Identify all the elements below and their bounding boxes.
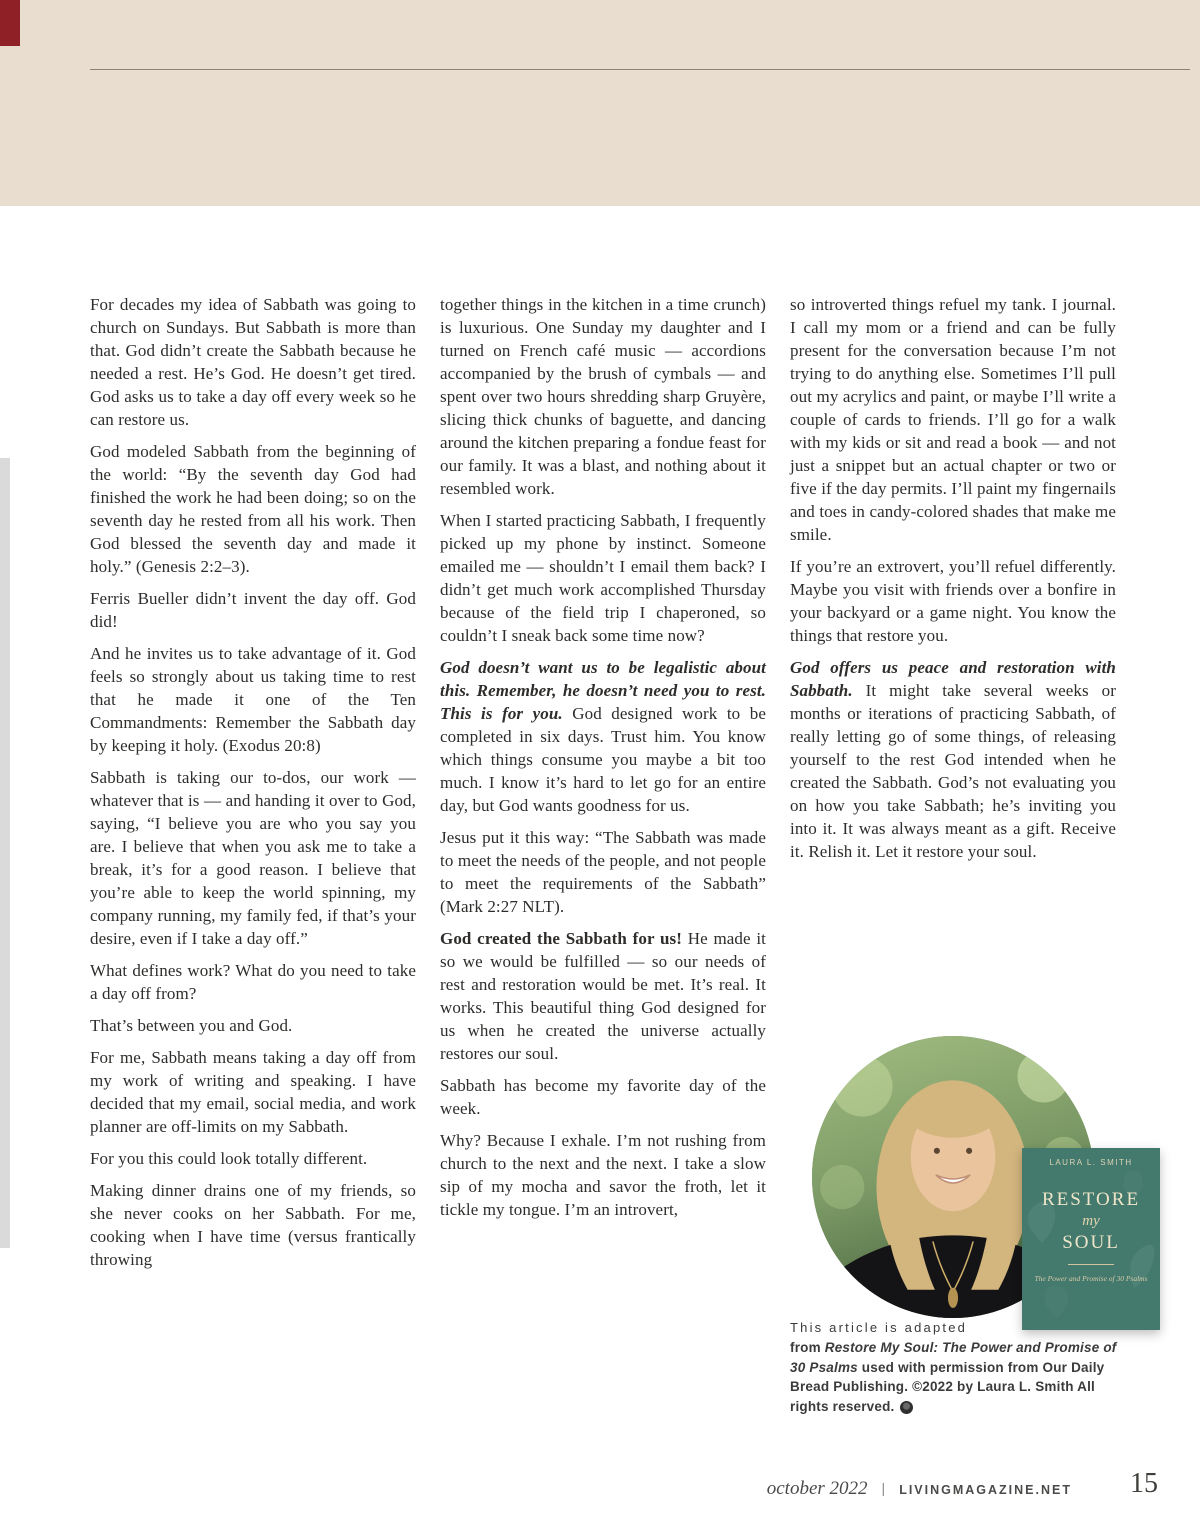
paragraph-lead-emphasis: God offers us peace and restoration with Sabbath.	[790, 658, 1116, 700]
paragraph	[440, 656, 766, 817]
paragraph: If you’re an extrovert, you’ll refuel differently. Maybe you visit with friends over a bonfire in your backyard or a game night. You know the things that restore you.	[790, 557, 1116, 645]
book-cover	[1022, 1148, 1160, 1330]
paragraph: And he invites us to take advantage of it. God feels so strongly about us taking time to rest that he made it one of the Ten Commandments: Remember the Sabbath day by keeping it holy. (Exodus 20:8)	[90, 644, 416, 755]
paragraph: For you this could look totally different.	[90, 1149, 368, 1168]
paragraph: For me, Sabbath means taking a day off from my work of writing and speaking. I have decided that my email, social media, and work planner are off-limits on my Sabbath.	[90, 1048, 416, 1136]
book-author: LAURA L. SMITH	[1049, 1158, 1133, 1167]
paragraph-lead-bold: God created the Sabbath for us!	[440, 929, 683, 948]
book-subtitle: The Power and Promise of 30 Psalms	[1034, 1274, 1148, 1283]
header-rule	[90, 69, 1190, 70]
paragraph: God modeled Sabbath from the beginning of the world: “By the seventh day God had finished the work he had been doing; so on the seventh day he rested from all his work. Then God blessed the seventh day and made it holy.” (Genesis 2:2–3).	[90, 442, 416, 576]
caption-book-title: Restore My Soul: The Power and Promise of 30 Psalms	[790, 1340, 1117, 1375]
paragraph	[790, 656, 1116, 863]
paragraph: For decades my idea of Sabbath was going to church on Sundays. But Sabbath is more than that. God didn’t create the Sabbath because he needed a rest. He’s God. He doesn’t get tired. God asks us to take a day off every week so he can restore us.	[90, 295, 416, 429]
paragraph: Sabbath has become my favorite day of the week.	[440, 1076, 766, 1118]
page-footer	[767, 1478, 1072, 1500]
paragraph: What defines work? What do you need to take a day off from?	[90, 961, 416, 1003]
article-column-2	[440, 293, 766, 1230]
page-number: 15	[1130, 1468, 1158, 1499]
caption-post: used with permission from Our Daily Bread Publishing. ©2022 by Laura L. Smith All rights reserved.	[790, 1359, 1105, 1414]
book-cover-text	[1022, 1148, 1160, 1284]
photo-caption	[790, 1320, 1132, 1416]
paragraph-text: It might take several weeks or months or iterations of practicing Sabbath, of really letting go of some things, of releasing yourself to the rest God intended when he created the Sabbath. God’s not evaluating you on how you take Sabbath; he’s inviting you into it. It was always meant as a gift. Receive it. Relish it. Let it restore your soul.	[790, 681, 1116, 861]
paragraph-text: God designed work to be completed in six days. Trust him. You know which things consume you maybe a bit too much. I know it’s hard to let go for an entire day, but God wants goodness for us.	[440, 704, 766, 815]
footer-separator: |	[881, 1480, 886, 1496]
paragraph: so introverted things refuel my tank. I journal. I call my mom or a friend and can be fully present for the conversation because I’m not trying to do anything else. Sometimes I’ll pull out my acrylics and paint, or maybe I’ll write a couple of cards to friends. I’ll go for a walk with my kids or sit and read a book — and not just a snippet but an actual chapter or two or five if the day permits. I’ll paint my fingernails and toes in candy-colored shades that make me smile.	[790, 295, 1116, 544]
caption-body	[790, 1338, 1132, 1416]
paragraph	[440, 927, 766, 1065]
left-margin-strip	[0, 458, 10, 1248]
paragraph: That’s between you and God.	[90, 1016, 293, 1035]
book-title-line1: RESTORE	[1041, 1189, 1141, 1210]
paragraph-lead-emphasis: God doesn’t want us to be legalistic about this. Remember, he doesn’t need you to rest. This is for you.	[440, 658, 766, 723]
book-title-line2: my	[1082, 1213, 1100, 1229]
paragraph: Sabbath is taking our to-dos, our work — whatever that is — and handing it over to God, saying, “I believe you are who you say you are. I believe that when you ask me to take a break, it’s for a good reason. I believe that you’re able to keep the world spinning, my company running, my family fed, if that’s your desire, even if I take a day off.”	[90, 768, 416, 948]
caption-intro: This article is adapted	[790, 1320, 968, 1335]
footer-issue-date: october 2022	[766, 1478, 868, 1499]
article-column-3	[790, 293, 1116, 872]
paragraph: Ferris Bueller didn’t invent the day off. God did!	[90, 589, 416, 631]
book-title-line3: SOUL	[1062, 1232, 1120, 1253]
paragraph: When I started practicing Sabbath, I frequently picked up my phone by instinct. Someone emailed me — shouldn’t I email them back? I didn’t get much work accomplished Thursday because of the field trip I chaperoned, so couldn’t I sneak back some time now?	[440, 511, 766, 645]
book-divider	[1068, 1264, 1114, 1265]
paragraph: Making dinner drains one of my friends, so she never cooks on her Sabbath. For me, cooking when I have time (versus frantically throwing	[90, 1181, 416, 1269]
paragraph: Why? Because I exhale. I’m not rushing from church to the next and the next. I take a slow sip of my mocha and savor the froth, let it tickle my tongue. I’m an introvert,	[440, 1131, 766, 1219]
spine-accent-bar	[0, 0, 20, 46]
article-column-1	[90, 293, 416, 1280]
caption-pre: from	[790, 1340, 825, 1355]
footer-website: LIVINGMAGAZINE.NET	[899, 1483, 1072, 1497]
header-band	[0, 0, 1200, 206]
paragraph: Jesus put it this way: “The Sabbath was made to meet the needs of the people, and not people to meet the requirements of the Sabbath” (Mark 2:27 NLT).	[440, 828, 766, 916]
paragraph-text: He made it so we would be fulfilled — so our needs of rest and restoration would be met. It’s real. It works. This beautiful thing God designed for us when he created the universe actually restores our soul.	[440, 929, 767, 1063]
paragraph: together things in the kitchen in a time crunch) is luxurious. One Sunday my daughter and I turned on French café music — accordions accompanied by the brush of cymbals — and spent over two hours shredding sharp Gruyère, slicing thick chunks of baguette, and dancing around the kitchen preparing a fondue feast for our family. It was a blast, and nothing about it resembled work.	[440, 295, 766, 498]
our-daily-bread-logo-icon	[900, 1401, 913, 1414]
